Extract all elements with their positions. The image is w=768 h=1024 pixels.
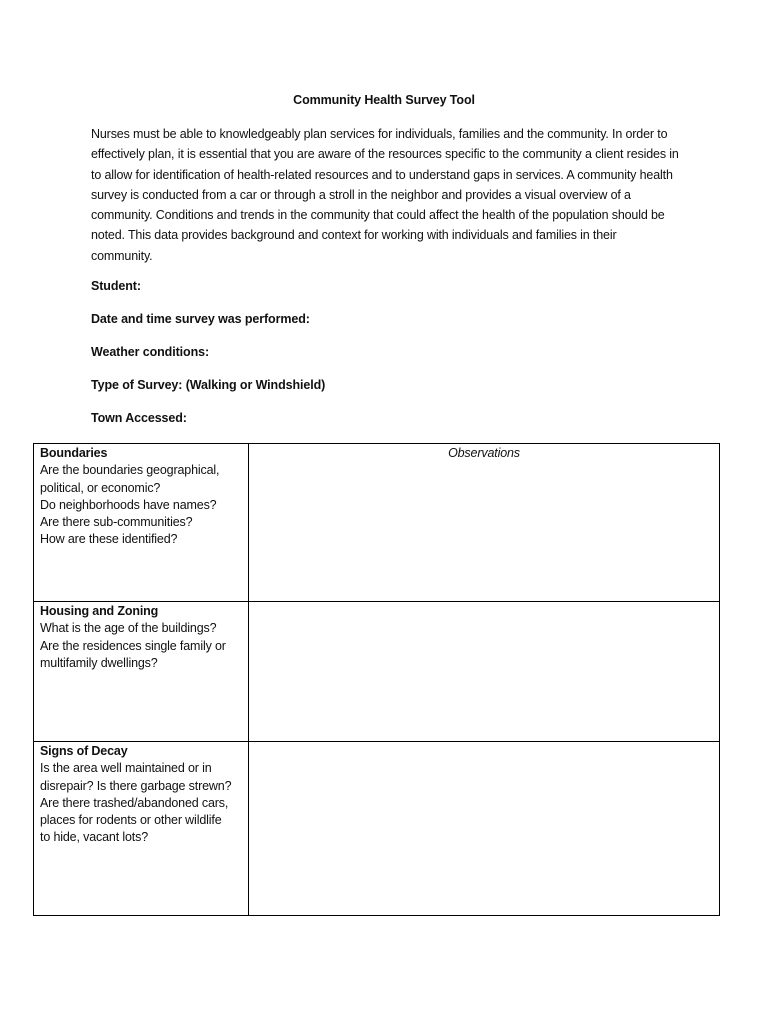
observations-header: Observations [448, 446, 520, 460]
student-field-label: Student: [91, 279, 141, 293]
weather-field-label: Weather conditions: [91, 345, 210, 359]
category-description: Is the area well maintained or in disrepair? Is there garbage strewn? Are there trashed/abandoned cars, places for rodents or other wildlife to hide, vacant lots? [40, 761, 232, 845]
category-title: Housing and Zoning [40, 604, 159, 618]
intro-paragraph: Nurses must be able to knowledgeably plan services for individuals, families and the community. In order to effectively plan, it is essential that you are aware of the resources specific to the community a client resides in to allow for identification of health-related resources and to understand gaps in services. A community health survey is conducted from a car or through a stroll in the neighbor and provides a visual overview of a community. Conditions and trends in the community that could affect the health of the population should be noted. This data provides background and context for working with individuals and families in their community. [91, 127, 679, 263]
category-title: Signs of Decay [40, 744, 128, 758]
category-description: Are the boundaries geographical, political, or economic? Do neighborhoods have names? Are there sub-communities? How are these identified? [40, 463, 220, 547]
table-row [34, 444, 720, 602]
category-description: What is the age of the buildings? Are the residences single family or multifamily dwellings? [40, 621, 226, 670]
survey-table [33, 443, 720, 916]
table-row [34, 742, 720, 916]
town-field-label: Town Accessed: [91, 411, 187, 425]
observation-cell[interactable] [249, 444, 720, 602]
category-cell [34, 742, 249, 916]
category-title: Boundaries [40, 446, 108, 460]
category-cell [34, 602, 249, 742]
observation-cell[interactable] [249, 602, 720, 742]
date-time-field-label: Date and time survey was performed: [91, 312, 310, 326]
category-cell [34, 444, 249, 602]
table-row [34, 602, 720, 742]
survey-type-field-label: Type of Survey: (Walking or Windshield) [91, 378, 326, 392]
observation-cell[interactable] [249, 742, 720, 916]
document-title: Community Health Survey Tool [293, 93, 475, 107]
